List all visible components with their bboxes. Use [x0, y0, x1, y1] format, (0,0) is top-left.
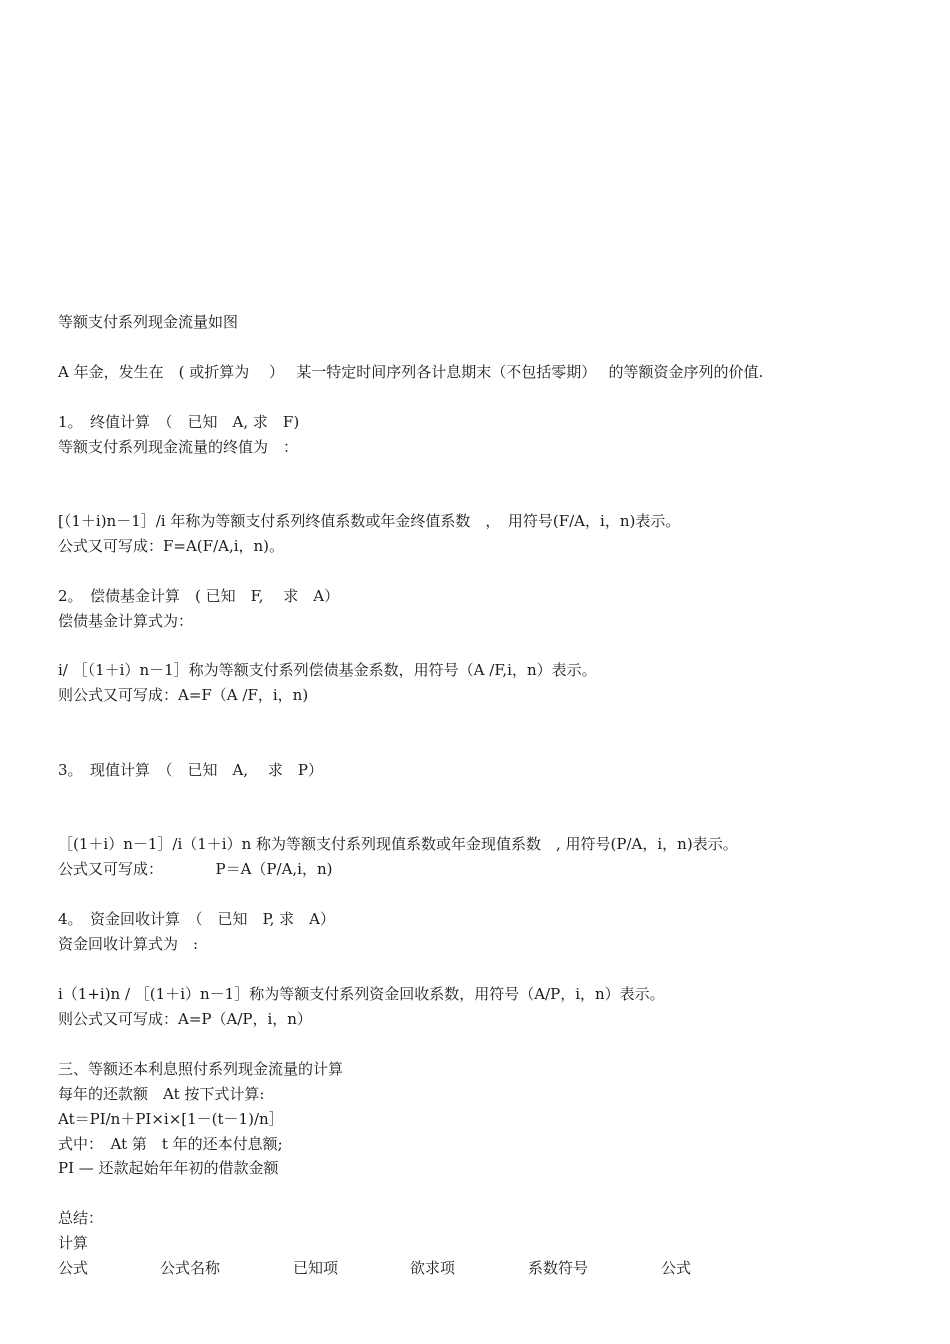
header-coefficient-symbol: 系数符号: [528, 1259, 589, 1277]
repayment-where: 式中： At 第 t 年的还本付息额;: [58, 1135, 283, 1153]
repayment-pi-definition: PI — 还款起始年年初的借款金额: [58, 1159, 279, 1177]
section-3-heading: 三、等额还本利息照付系列现金流量的计算: [58, 1060, 344, 1078]
section-2-coefficient: i/ ［（1＋i）n－1］称为等额支付系列偿债基金系数，用符号（A /F,i，n）表示。: [58, 661, 597, 679]
summary-heading: 总结：: [58, 1209, 104, 1227]
intro-heading: 等额支付系列现金流量如图: [58, 313, 239, 331]
repayment-formula: At＝PI/n＋PI×i×[1－(t－1)/n］: [58, 1110, 284, 1128]
repayment-intro: 每年的还款额 At 按下式计算:: [58, 1085, 265, 1103]
header-unknown: 欲求项: [410, 1259, 456, 1277]
section-2-title: 2。 偿债基金计算 ( 已知 F, 求 A）: [58, 587, 340, 605]
header-formula-2: 公式: [661, 1259, 692, 1277]
annuity-definition: A 年金，发生在 ( 或折算为 ） 某一特定时间序列各计息期末（不包括零期） 的等额资金序列的价值.: [58, 363, 764, 381]
section-2-intro: 偿债基金计算式为：: [58, 612, 194, 630]
section-1-intro: 等额支付系列现金流量的终值为 ：: [58, 438, 299, 456]
header-formula-name: 公式名称: [160, 1259, 221, 1277]
section-4-formula: 则公式又可写成：A=P（A/P，i，n）: [58, 1010, 312, 1028]
section-1-formula: 公式又可写成：F=A(F/A,i，n)。: [58, 537, 285, 555]
header-known: 已知项: [293, 1259, 339, 1277]
section-1-coefficient: [（1＋i)n－1］/i 年称为等额支付系列终值系数或年金终值系数 ， 用符号(F/A，i，n)表示。: [58, 512, 681, 530]
section-3-title: 3。 现值计算 （ 已知 A, 求 P）: [58, 761, 324, 779]
section-4-title: 4。 资金回收计算 （ 已知 P, 求 A）: [58, 910, 335, 928]
summary-calc-label: 计算: [58, 1234, 89, 1252]
section-3-formula: 公式又可写成： P＝A（P/A,i，n): [58, 860, 333, 878]
section-4-coefficient: i（1+i)n / ［(1＋i）n－1］称为等额支付系列资金回收系数，用符号（A/P，i，n）表示。: [58, 985, 665, 1003]
section-4-intro: 资金回收计算式为 :: [58, 935, 199, 953]
header-formula: 公式: [58, 1259, 89, 1277]
section-1-title: 1。 终值计算 （ 已知 A, 求 F): [58, 413, 300, 431]
section-2-formula: 则公式又可写成：A=F（A /F，i，n): [58, 686, 309, 704]
section-3-coefficient: ［(1＋i）n－1］/i（1＋i）n 称为等额支付系列现值系数或年金现值系数 , 用符号(P/A，i，n)表示。: [58, 835, 738, 853]
